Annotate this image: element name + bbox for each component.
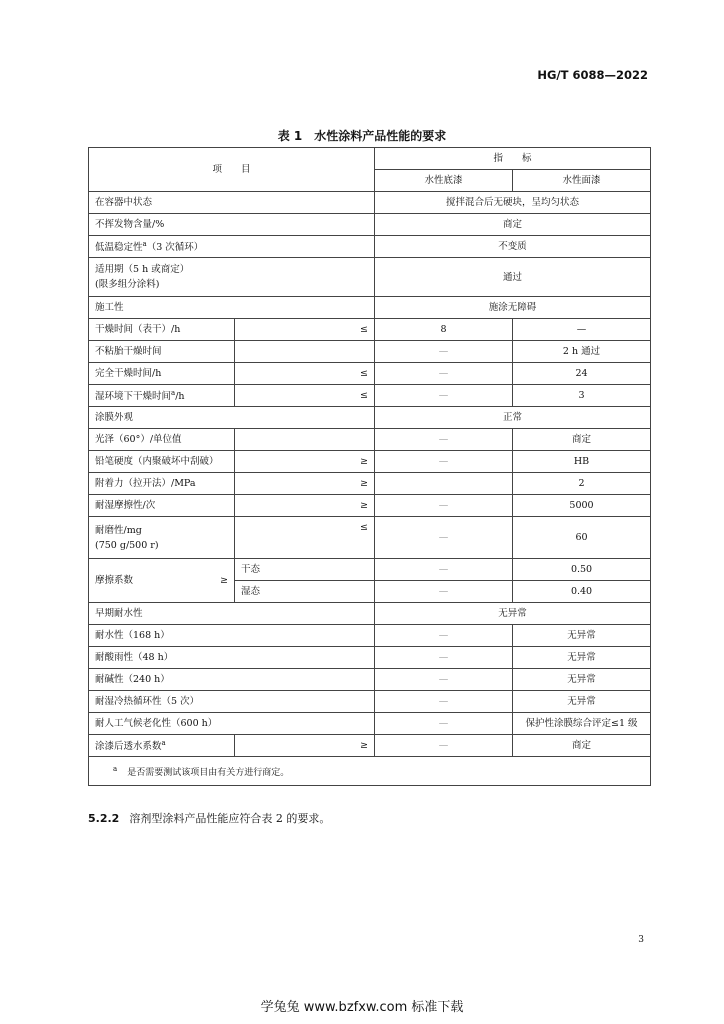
- row-value-topcoat: —: [513, 319, 651, 341]
- row-value-primer: —: [375, 735, 513, 757]
- row-symbol: [235, 341, 375, 363]
- document-id: HG/T 6088—2022: [537, 68, 648, 82]
- table-row: [89, 473, 651, 495]
- row-label: 涂漆后透水系数$^a$: [89, 735, 235, 757]
- header-primer: 水性底漆: [375, 170, 513, 192]
- table-title: 水性涂料产品性能的要求: [314, 129, 447, 143]
- table-row: [89, 603, 651, 625]
- row-label: 耐人工气候老化性（600 h）: [89, 713, 375, 735]
- row-symbol: ≥: [235, 473, 375, 495]
- table-row: [89, 341, 651, 363]
- row-label: 光泽（60°）/单位值: [89, 429, 235, 451]
- row-label: 低温稳定性$^a$（3 次循环）: [89, 236, 375, 258]
- watermark-text: 学兔兔 www.bzfxw.com 标准下载: [260, 1000, 464, 1015]
- row-value-primer: —: [375, 429, 513, 451]
- row-value-primer: —: [375, 451, 513, 473]
- row-value-topcoat: 无异常: [513, 625, 651, 647]
- row-symbol: ≤: [235, 319, 375, 341]
- row-label: 完全干燥时间/h: [89, 363, 235, 385]
- row-value-primer: —: [375, 713, 513, 735]
- row-value-topcoat: 2: [513, 473, 651, 495]
- row-value-topcoat: 商定: [513, 429, 651, 451]
- table-row: [89, 451, 651, 473]
- row-label: 耐磨性/mg (750 g/500 r): [89, 517, 235, 559]
- table-caption: [0, 127, 724, 144]
- row-label: 耐碱性（240 h）: [89, 669, 375, 691]
- row-sublabel-wet: 湿态: [235, 581, 375, 603]
- row-value-topcoat: 无异常: [513, 647, 651, 669]
- row-value: 不变质: [375, 236, 651, 258]
- row-symbol: [235, 429, 375, 451]
- table-row: [89, 517, 651, 559]
- row-label: 附着力（拉开法）/MPa: [89, 473, 235, 495]
- row-value-topcoat: 60: [513, 517, 651, 559]
- row-value-primer: —: [375, 691, 513, 713]
- row-value: 施涂无障碍: [375, 297, 651, 319]
- row-symbol: ≤: [235, 517, 375, 559]
- row-label: 不粘胎干燥时间: [89, 341, 235, 363]
- row-value-topcoat: 5000: [513, 495, 651, 517]
- header-index: 指 标: [375, 148, 651, 170]
- row-value-primer: —: [375, 669, 513, 691]
- row-value-topcoat: 保护性涂膜综合评定≤1 级: [513, 713, 651, 735]
- row-value-topcoat: 3: [513, 385, 651, 407]
- row-symbol: ≥: [235, 495, 375, 517]
- row-symbol: ≥: [235, 735, 375, 757]
- row-value-topcoat: 24: [513, 363, 651, 385]
- row-symbol: ≥: [235, 451, 375, 473]
- row-value-topcoat: 无异常: [513, 669, 651, 691]
- row-value-primer: —: [375, 363, 513, 385]
- row-label: 早期耐水性: [89, 603, 375, 625]
- row-label: 湿环境下干燥时间$^a$/h: [89, 385, 235, 407]
- table-row: [89, 297, 651, 319]
- table-row: [89, 429, 651, 451]
- row-value-topcoat: 商定: [513, 735, 651, 757]
- table-footnote-row: [89, 757, 651, 786]
- row-value-primer: —: [375, 559, 513, 581]
- table-row: [89, 691, 651, 713]
- row-value: 搅拌混合后无硬块，呈均匀状态: [375, 192, 651, 214]
- row-label: 耐湿摩擦性/次: [89, 495, 235, 517]
- row-value-topcoat: 0.40: [513, 581, 651, 603]
- row-value-primer: 8: [375, 319, 513, 341]
- row-value-topcoat: 无异常: [513, 691, 651, 713]
- table-row: [89, 407, 651, 429]
- row-label: 不挥发物含量/%: [89, 214, 375, 236]
- page-number: 3: [638, 935, 644, 945]
- row-value-primer: [375, 473, 513, 495]
- table-row: [89, 647, 651, 669]
- row-sublabel-dry: 干态: [235, 559, 375, 581]
- table-row: [89, 258, 651, 297]
- table-row: [89, 625, 651, 647]
- table-row: [89, 669, 651, 691]
- row-label: 摩擦系数 ≥: [89, 559, 235, 603]
- performance-table: [88, 147, 651, 786]
- header-topcoat: 水性面漆: [513, 170, 651, 192]
- row-label: 适用期（5 h 或商定） (限多组分涂料): [89, 258, 375, 297]
- table-row: [89, 559, 651, 581]
- row-label: 涂膜外观: [89, 407, 375, 429]
- row-label: 铅笔硬度（内聚破坏中刮破）: [89, 451, 235, 473]
- row-value-primer: —: [375, 495, 513, 517]
- table-row: [89, 319, 651, 341]
- row-symbol: ≤: [235, 385, 375, 407]
- row-label: 施工性: [89, 297, 375, 319]
- table-header-row: [89, 148, 651, 170]
- row-value: 正常: [375, 407, 651, 429]
- row-label: 在容器中状态: [89, 192, 375, 214]
- row-label: 耐水性（168 h）: [89, 625, 375, 647]
- clause-paragraph: [88, 810, 330, 826]
- row-value-primer: —: [375, 625, 513, 647]
- row-value-primer: —: [375, 517, 513, 559]
- table-row: [89, 236, 651, 258]
- table-row: [89, 192, 651, 214]
- row-value-primer: —: [375, 341, 513, 363]
- row-value-topcoat: HB: [513, 451, 651, 473]
- clause-text: 溶剂型涂料产品性能应符合表 2 的要求。: [129, 812, 331, 825]
- row-value: 通过: [375, 258, 651, 297]
- row-value: 商定: [375, 214, 651, 236]
- row-label: 耐湿冷热循环性（5 次）: [89, 691, 375, 713]
- table-row: [89, 385, 651, 407]
- row-value-primer: —: [375, 385, 513, 407]
- clause-number: 5.2.2: [88, 812, 120, 825]
- table-row: [89, 713, 651, 735]
- table-footnote: $^a$ 是否需要测试该项目由有关方进行商定。: [89, 757, 651, 786]
- row-value-primer: —: [375, 647, 513, 669]
- header-item: 项 目: [89, 148, 375, 192]
- row-value-primer: —: [375, 581, 513, 603]
- row-value-topcoat: 0.50: [513, 559, 651, 581]
- table-row: [89, 495, 651, 517]
- row-label: 干燥时间（表干）/h: [89, 319, 235, 341]
- row-symbol: ≤: [235, 363, 375, 385]
- row-label: 耐酸雨性（48 h）: [89, 647, 375, 669]
- row-value: 无异常: [375, 603, 651, 625]
- table-row: [89, 363, 651, 385]
- table-row: [89, 735, 651, 757]
- row-value-topcoat: 2 h 通过: [513, 341, 651, 363]
- table-number: 表 1: [277, 129, 303, 143]
- table-row: [89, 214, 651, 236]
